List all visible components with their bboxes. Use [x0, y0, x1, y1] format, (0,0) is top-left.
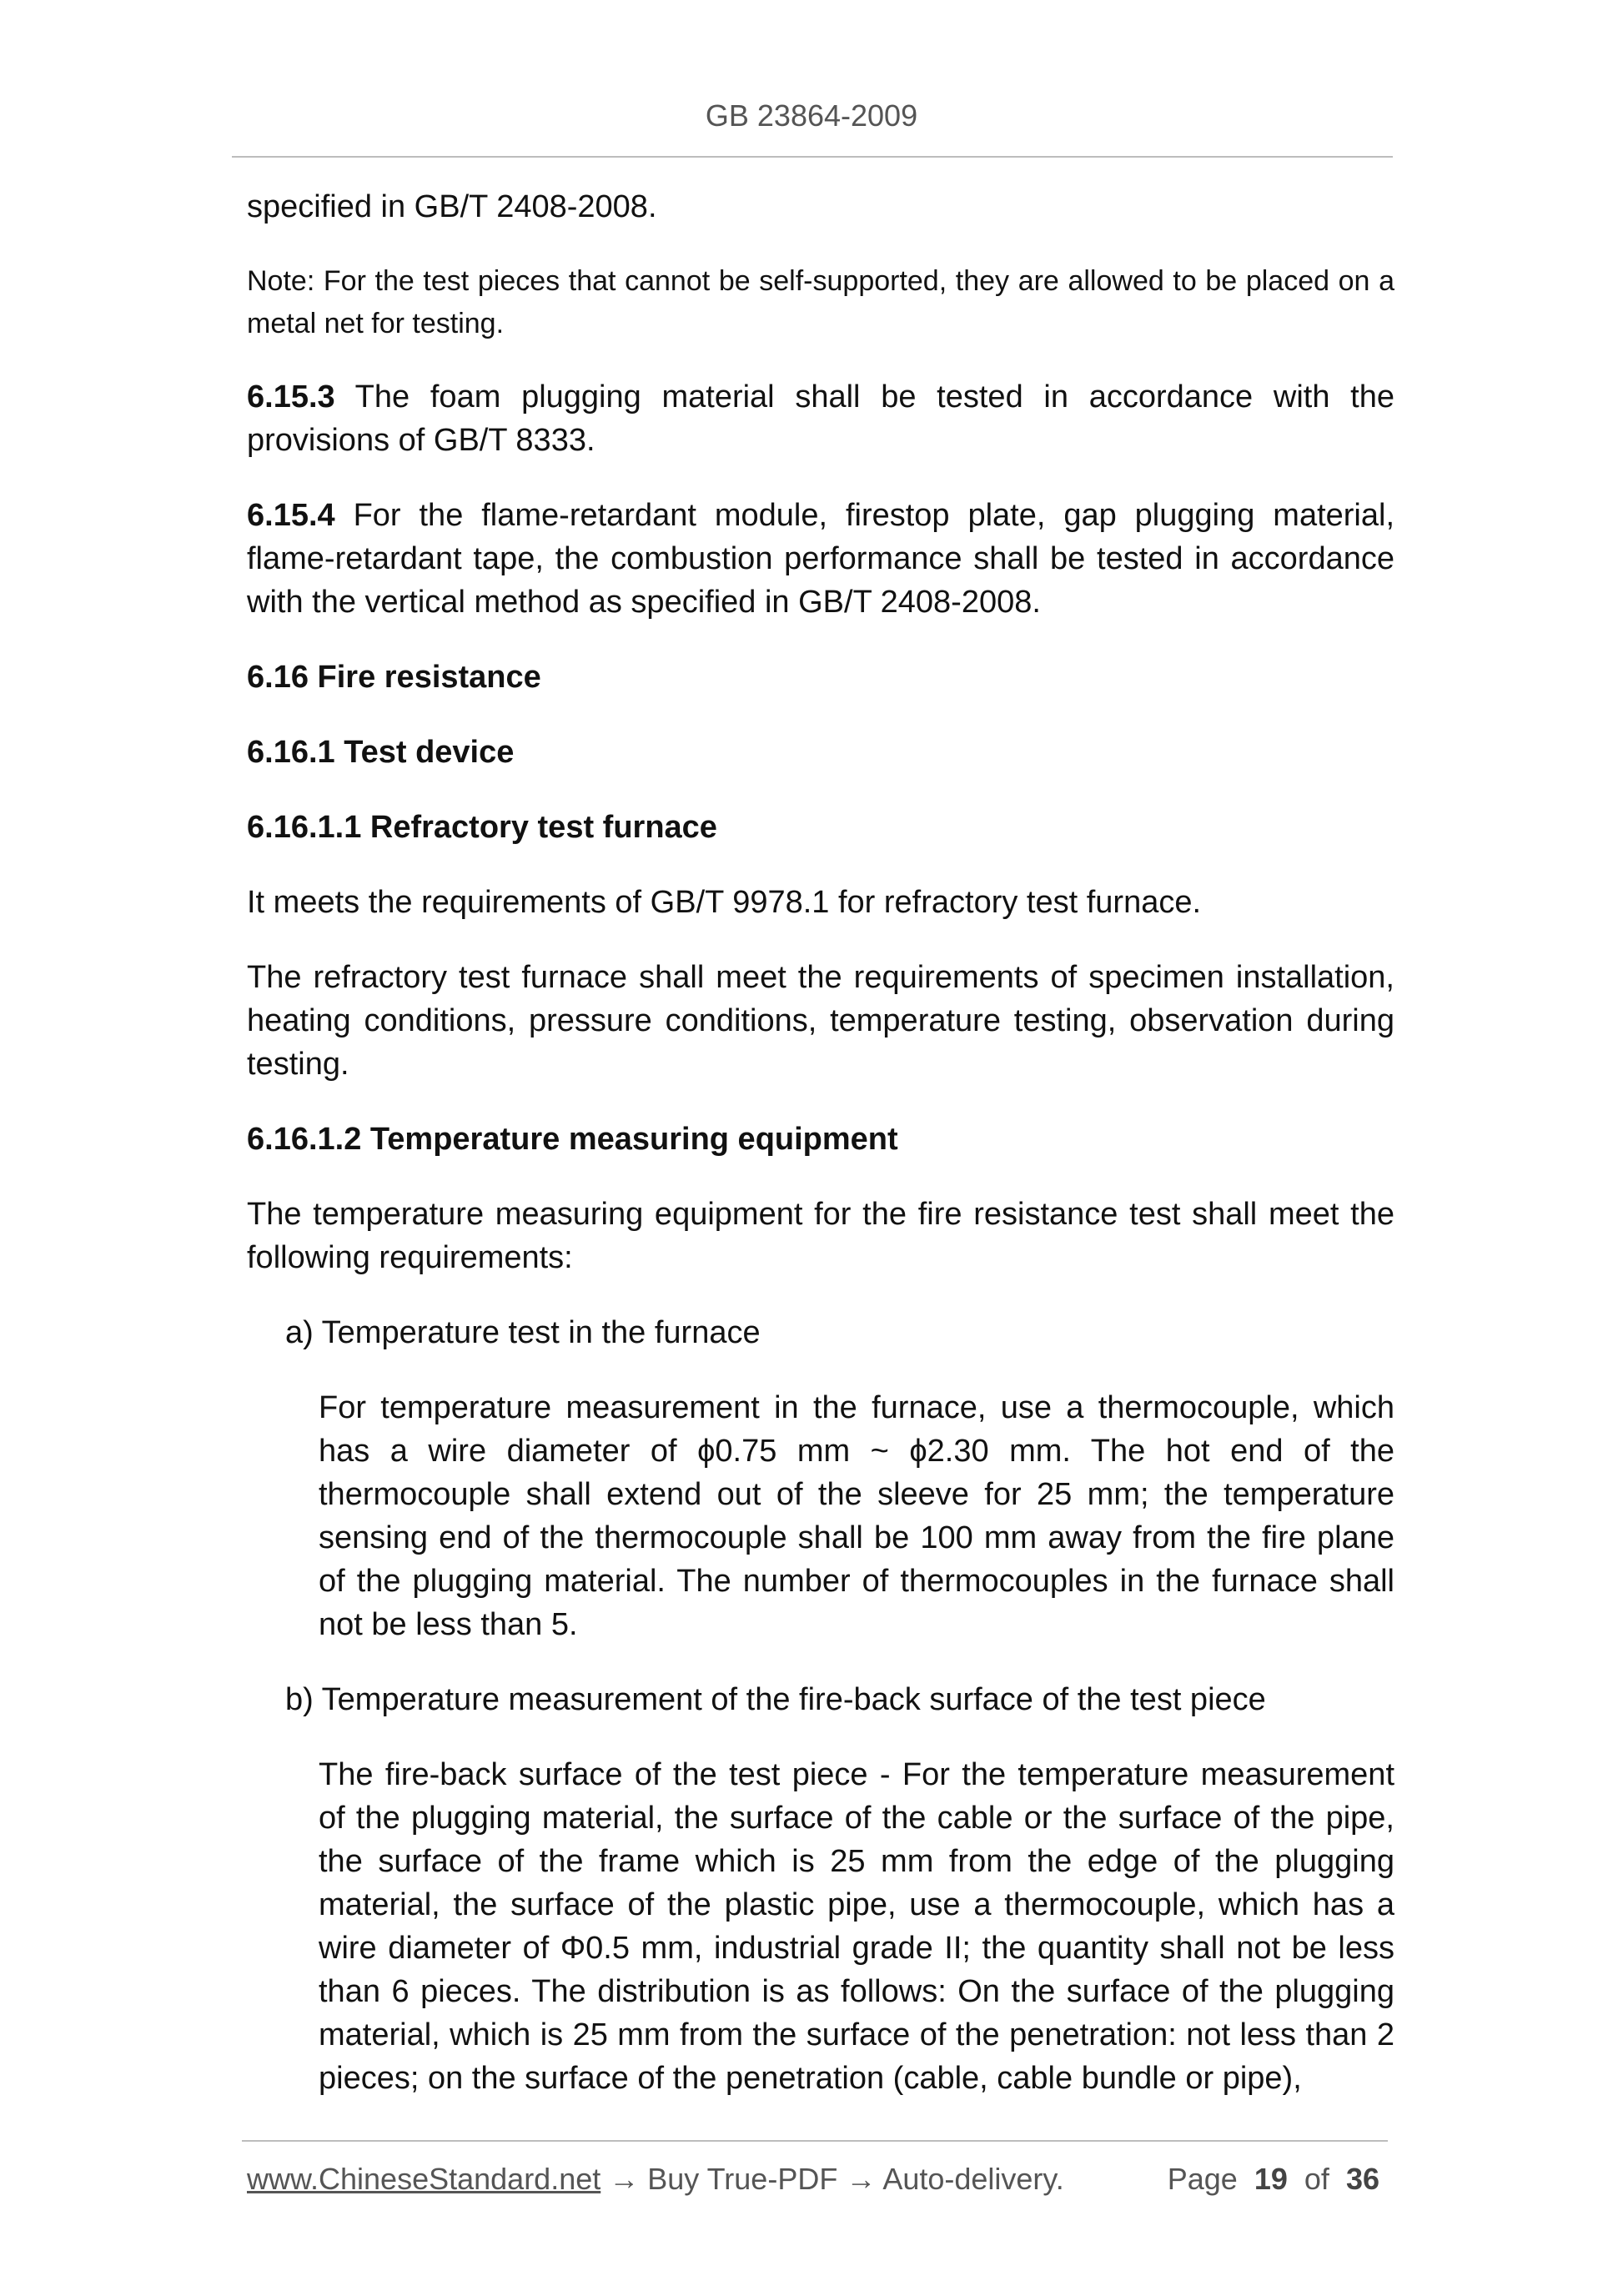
section-heading-6-16-1-2: 6.16.1.2 Temperature measuring equipment: [247, 1122, 898, 1157]
page-header-doc-id: GB 23864-2009: [705, 98, 918, 133]
current-page: 19: [1254, 2162, 1288, 2196]
header-divider: [232, 156, 1393, 158]
footer-divider: [242, 2140, 1388, 2142]
list-item-b-body: The fire-back surface of the test piece - For the temperature measurement of the plugging material, the surface of the cable or the surface of the pipe, the surface of the frame which is 25 mm from the edge of the plugging material, the surface of the plastic pipe, use a thermocouple, which has a wire diameter of Φ0.5 mm, industrial grade II; the quantity shall not be less than 6 pieces. The distribution is as follows: On the surface of the plugging material, which is 25 mm from the surface of the penetration: not less than 2 pieces; on the surface of the penetration (cable, cable bundle or pipe),: [319, 1757, 1394, 2096]
page-number: [1168, 2162, 1379, 2197]
list-item-b-label: b) Temperature measurement of the fire-back surface of the test piece: [285, 1682, 1266, 1717]
clause-text: The foam plugging material shall be tested in accordance with the provisions of GB/T 8333.: [247, 379, 1394, 458]
total-pages: 36: [1345, 2162, 1379, 2196]
note-paragraph: Note: For the test pieces that cannot be self-supported, they are allowed to be placed on a metal net for testing.: [247, 265, 1394, 339]
section-heading-6-16: 6.16 Fire resistance: [247, 660, 541, 695]
paragraph-furnace-requirement: It meets the requirements of GB/T 9978.1 for refractory test furnace.: [247, 885, 1202, 920]
paragraph-furnace-conditions: The refractory test furnace shall meet the requirements of specimen installation, heating conditions, pressure conditions, temperature testing, observation during testing.: [247, 960, 1394, 1082]
clause-number: 6.15.4: [247, 498, 335, 533]
footer-promo: [247, 2162, 1064, 2197]
section-heading-6-16-1-1: 6.16.1.1 Refractory test furnace: [247, 810, 717, 845]
document-body: [247, 185, 1394, 2132]
clause-6-15-3: [247, 375, 1394, 462]
paragraph-continuation: specified in GB/T 2408-2008.: [247, 189, 657, 224]
section-heading-6-16-1: 6.16.1 Test device: [247, 735, 515, 770]
list-item-a-body: For temperature measurement in the furnace, use a thermocouple, which has a wire diameter of ϕ0.75 mm ~ ϕ2.30 mm. The hot end of the thermocouple shall extend out of the sleeve for 25 mm; the temperature sensing end of the thermocouple shall be 100 mm away from the fire plane of the plugging material. The number of thermocouples in the furnace shall not be less than 5.: [319, 1390, 1394, 1642]
clause-number: 6.15.3: [247, 379, 335, 414]
clause-text: For the flame-retardant module, firestop plate, gap plugging material, flame-retardant tape, the combustion performance shall be tested in accordance with the vertical method as specified in GB/T 2408-2008.: [247, 498, 1394, 620]
page-label: Page: [1167, 2162, 1238, 2196]
footer-tagline: → Buy True-PDF → Auto-delivery.: [600, 2162, 1064, 2196]
paragraph-temperature-intro: The temperature measuring equipment for the fire resistance test shall meet the following requirements:: [247, 1197, 1394, 1275]
website-link[interactable]: www.ChineseStandard.net: [247, 2162, 601, 2196]
clause-6-15-4: [247, 494, 1394, 624]
list-item-a-label: a) Temperature test in the furnace: [285, 1315, 761, 1350]
of-label: of: [1304, 2162, 1329, 2196]
